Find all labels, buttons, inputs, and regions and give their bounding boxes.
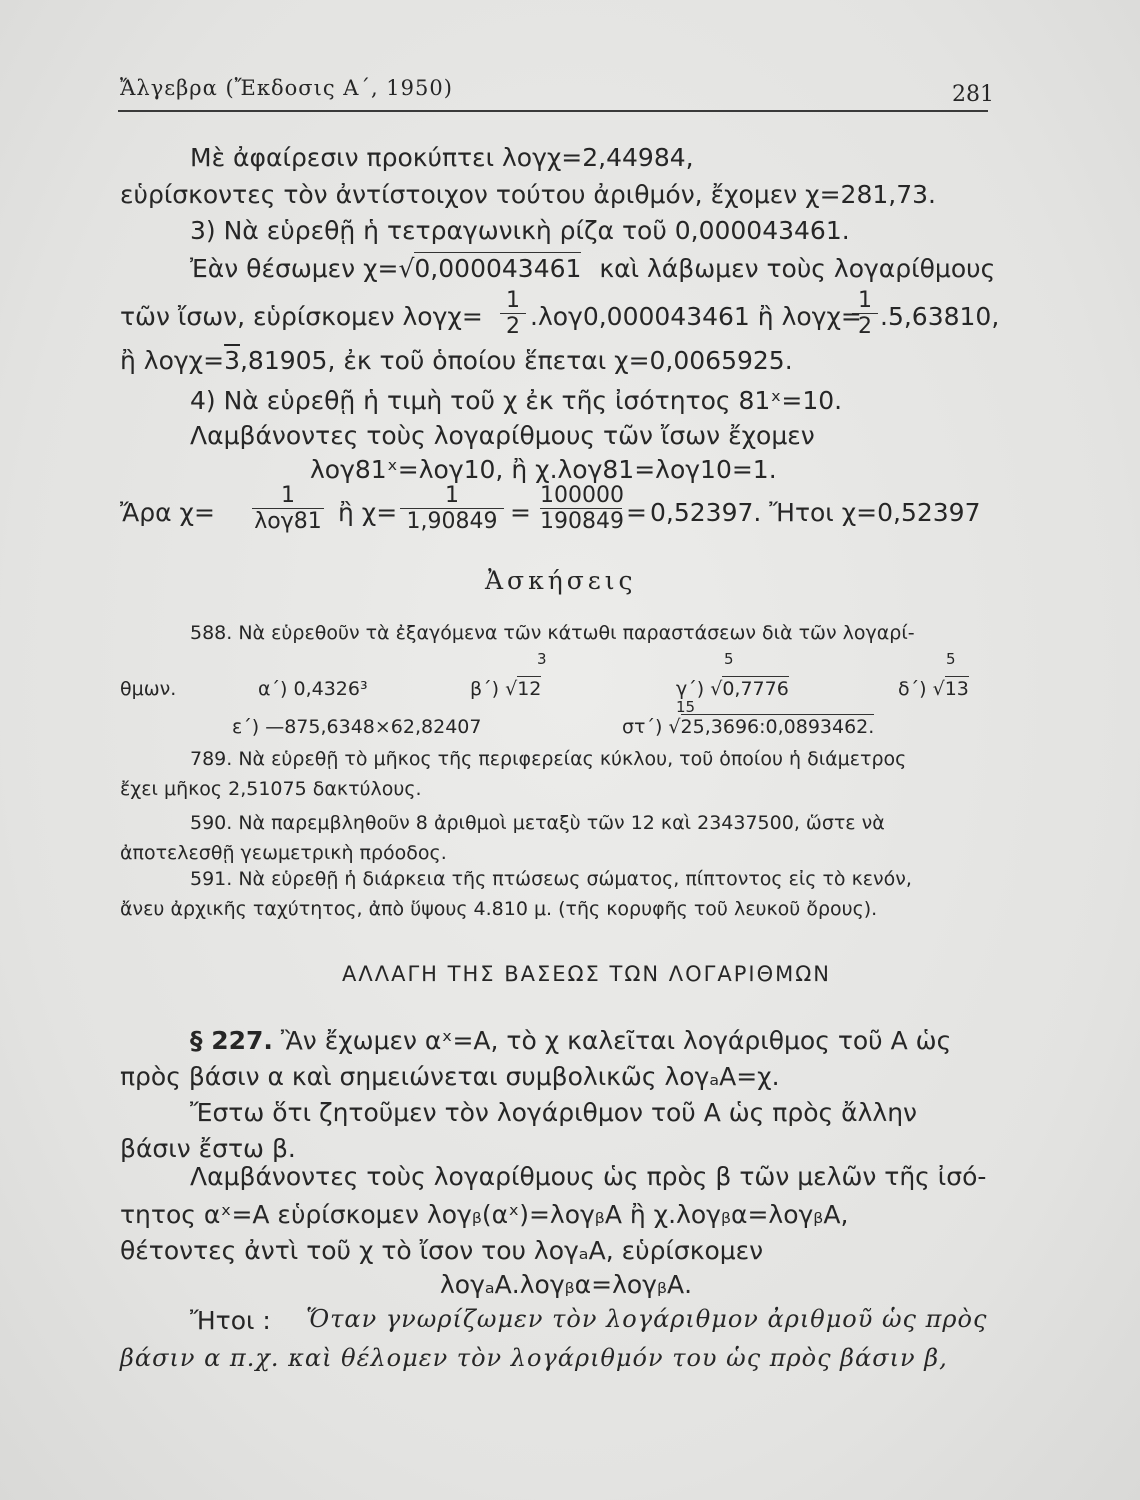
fraction-denominator: 2 <box>500 313 526 339</box>
fraction <box>400 483 504 534</box>
text-fragment: .λογ0,000043461 ἢ λογχ= <box>530 302 862 331</box>
section-heading: ΑΛΛΑΓΗ ΤΗΣ ΒΑΣΕΩΣ ΤΩΝ ΛΟΓΑΡΙΘΜΩΝ <box>342 962 831 986</box>
text-fragment: γ΄) √ <box>676 678 723 700</box>
equals-sign: = <box>626 498 647 527</box>
exercise-590: 590. Νὰ παρεμβληθοῦν 8 ἀριθμοὶ μεταξὺ τῶν 12 καὶ 23437500, ὥστε νὰ <box>190 812 885 834</box>
text-fragment: στ΄) √ <box>622 716 681 738</box>
equation-line <box>190 254 995 283</box>
text-fragment: Ἄρα χ= <box>120 498 215 527</box>
fraction-half <box>500 288 526 339</box>
fraction-half <box>852 288 878 339</box>
text-fragment: ἢ λογχ= <box>120 346 225 375</box>
text-fragment: ἄνευ ἀρχικῆς ταχύτητος, ἀπὸ ὕψους 4.810 μ. (τῆς κορυφῆς τοῦ λευκοῦ ὄρους). <box>120 898 878 920</box>
text-fragment: 0,52397. Ἤτοι χ=0,52397 <box>650 498 981 527</box>
text-line: θέτοντες ἀντὶ τοῦ χ τὸ ἴσον του λογₐΑ, εὑρίσκομεν <box>120 1236 764 1265</box>
exercise-588: 588. Νὰ εὑρεθοῦν τὰ ἐξαγόμενα τῶν κάτωθι παραστάσεων διὰ τῶν λογαρί- <box>190 622 915 644</box>
header-rule <box>118 110 988 112</box>
exercise-item-st <box>622 716 874 738</box>
exercise-item-e: ε΄) —875,6348×62,82407 <box>232 716 482 738</box>
text-line: πρὸς βάσιν α καὶ σημειώνεται συμβολικῶς λογₐΑ=χ. <box>120 1062 780 1091</box>
text-fragment: θμων. <box>120 678 177 700</box>
text-fragment: δ΄) √ <box>898 678 945 700</box>
text-line: εὑρίσκοντες τὸν ἀντίστοιχον τούτου ἀριθμόν, ἔχομεν χ=281,73. <box>120 180 936 209</box>
text-fragment: ἀποτελεσθῇ γεωμετρικὴ πρόοδος. <box>120 842 447 864</box>
text-fragment: τῶν ἴσων, εὑρίσκομεν λογχ= <box>120 302 483 331</box>
radicand: 0,000043461 <box>414 254 582 283</box>
root-index: 15 <box>676 698 696 716</box>
text-fragment: ,81905, ἐκ τοῦ ὁποίου ἕπεται χ=0,0065925. <box>239 346 793 375</box>
exercise-591: 591. Νὰ εὑρεθῇ ἡ διάρκεια τῆς πτώσεως σώματος, πίπτοντος εἰς τὸ κενόν, <box>190 868 912 890</box>
fraction-denominator: 2 <box>852 313 878 339</box>
equation-line: λογₐΑ.λογᵦα=λογᵦΑ. <box>440 1270 693 1299</box>
radicand: 0,7776 <box>722 678 789 700</box>
fraction-denominator: λογ81 <box>252 508 324 534</box>
equation-line <box>120 346 793 375</box>
fraction-numerator: 100000 <box>540 483 624 508</box>
fraction <box>252 483 324 534</box>
paragraph-line <box>190 1026 951 1055</box>
text-fragment: ἔχει μῆκος 2,51075 δακτύλους. <box>120 778 422 800</box>
exercise-item-d <box>898 678 969 700</box>
fraction-numerator: 1 <box>858 288 872 313</box>
text-line: βάσιν ἔστω β. <box>120 1134 296 1163</box>
text-fragment: Ἤτοι : <box>190 1306 271 1335</box>
exercise-item-a: α΄) 0,4326³ <box>258 678 368 700</box>
text-fragment: .5,63810, <box>880 302 1000 331</box>
fraction-denominator: 1,90849 <box>400 508 504 534</box>
exercise-789: 789. Νὰ εὑρεθῇ τὸ μῆκος τῆς περιφερείας κύκλου, τοῦ ὁποίου ἡ διάμετρος <box>190 748 907 770</box>
radicand: 12 <box>517 678 542 700</box>
text-fragment: Ἂν ἔχωμεν αˣ=Α, τὸ χ καλεῖται λογάριθμος τοῦ Α ὡς <box>280 1026 952 1055</box>
text-line: Ἔστω ὅτι ζητοῦμεν τὸν λογάριθμον τοῦ Α ὡς πρὸς ἄλλην <box>190 1098 918 1127</box>
exercise-item-c <box>676 678 789 700</box>
rule-statement: βάσιν α π.χ. καὶ θέλομεν τὸν λογάριθμόν του ὡς πρὸς βάσιν β, <box>120 1344 948 1372</box>
equation-line: λογ81ˣ=λογ10, ἢ χ.λογ81=λογ10=1. <box>310 455 777 484</box>
text-fragment: ἢ χ= <box>338 498 398 527</box>
exercises-title: Ἀσκήσεις <box>485 566 637 595</box>
text-line: τητος αˣ=Α εὑρίσκομεν λογᵦ(αˣ)=λογᵦΑ ἢ χ.λογᵦα=λογᵦΑ, <box>120 1200 849 1229</box>
bar-characteristic: 3 <box>224 346 240 375</box>
text-fragment: Ἐὰν θέσωμεν χ=√ <box>190 254 415 283</box>
text-fragment: β΄) √ <box>470 678 518 700</box>
running-title: Ἄλγεβρα (Ἔκδοσις Α΄, 1950) <box>120 76 453 100</box>
text-line: Λαμβάνοντες τοὺς λογαρίθμους τῶν ἴσων ἔχομεν <box>190 421 815 450</box>
paragraph-number: § 227. <box>190 1026 273 1055</box>
equals-sign: = <box>510 498 531 527</box>
fraction-denominator: 190849 <box>540 509 624 534</box>
fraction <box>540 483 622 534</box>
radicand: 13 <box>944 678 969 700</box>
root-index: 5 <box>724 650 734 668</box>
fraction-numerator: 1 <box>445 483 459 508</box>
rule-statement: Ὅταν γνωρίζωμεν τὸν λογάριθμον ἀριθμοῦ ὡς πρὸς <box>306 1305 988 1333</box>
text-line: Λαμβάνοντες τοὺς λογαρίθμους ὡς πρὸς β τῶν μελῶν τῆς ἰσό- <box>190 1162 987 1191</box>
text-line: Μὲ ἀφαίρεσιν προκύπτει λογχ=2,44984, <box>190 143 694 172</box>
text-line: 3) Νὰ εὑρεθῇ ἡ τετραγωνικὴ ρίζα τοῦ 0,000043461. <box>190 216 850 245</box>
root-index: 3 <box>537 650 547 668</box>
text-line: 4) Νὰ εὑρεθῇ ἡ τιμὴ τοῦ χ ἐκ τῆς ἰσότητος 81ˣ=10. <box>190 386 843 415</box>
text-fragment: καὶ λάβωμεν τοὺς λογαρίθμους <box>599 254 996 283</box>
root-index: 5 <box>946 650 956 668</box>
exercise-item-b <box>470 678 541 700</box>
page-number: 281 <box>952 82 994 107</box>
fraction-numerator: 1 <box>506 288 520 313</box>
fraction-numerator: 1 <box>281 483 295 508</box>
radicand: 25,3696:0,0893462. <box>680 716 875 738</box>
